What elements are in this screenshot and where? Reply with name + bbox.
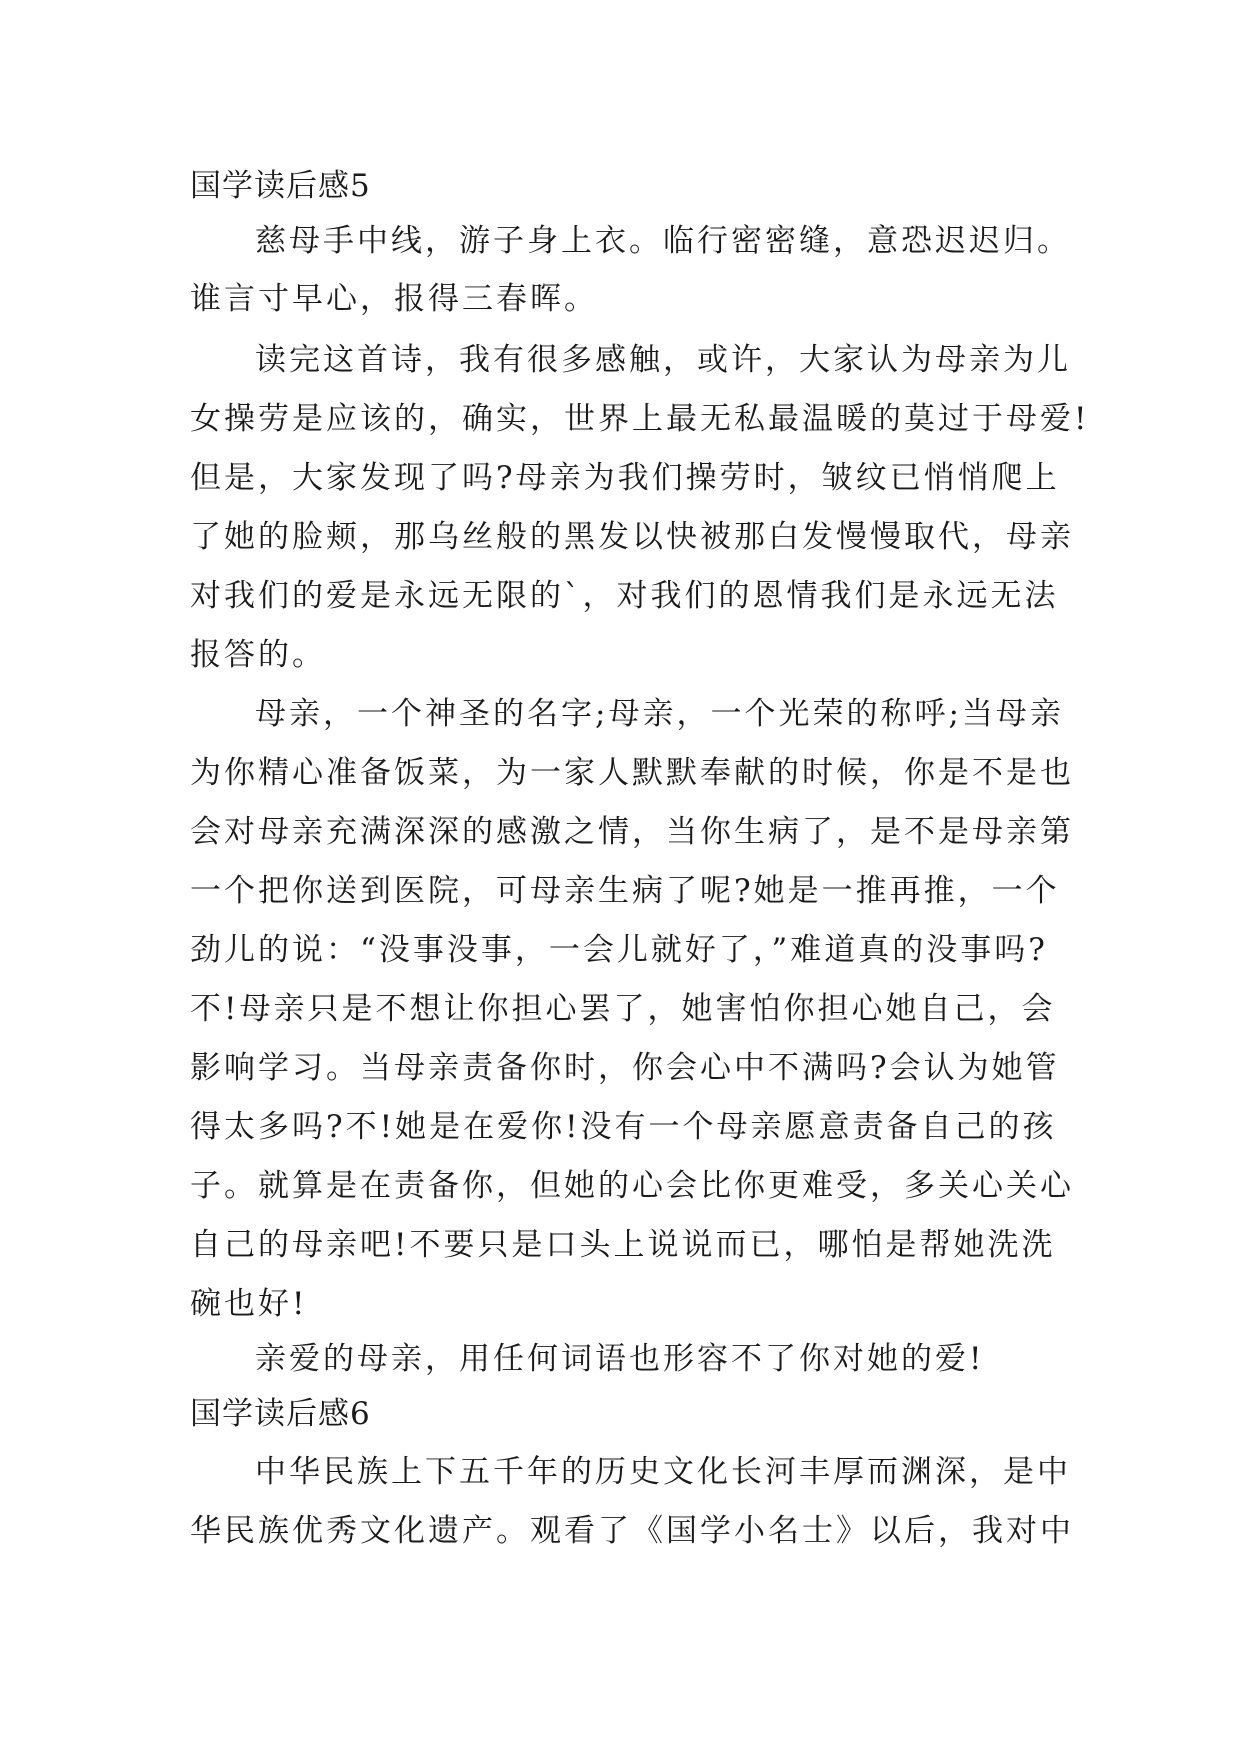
- paragraph-line: 对我们的爱是永远无限的`，对我们的恩情我们是永远无法: [190, 578, 1059, 614]
- paragraph-line: 得太多吗?不!她是在爱你!没有一个母亲愿意责备自己的孩: [190, 1109, 1057, 1145]
- paragraph-line: 但是，大家发现了吗?母亲为我们操劳时，皱纹已悄悄爬上: [190, 460, 1060, 496]
- paragraph-line: 劲儿的说：“没事没事，一会儿就好了，”难道真的没事吗?: [190, 932, 1048, 968]
- paragraph-line: 不!母亲只是不想让你担心罢了，她害怕你担心她自己，会: [190, 991, 1056, 1027]
- poem-line-2: 谁言寸早心，报得三春晖。: [190, 281, 598, 317]
- paragraph-line: 一个把你送到医院，可母亲生病了呢?她是一推再推，一个: [190, 873, 1060, 909]
- paragraph-line: 碗也好!: [190, 1286, 308, 1322]
- poem-line-1: 慈母手中线，游子身上衣。临行密密缝，意恐迟迟归。: [255, 223, 1071, 259]
- paragraph-line: 子。就算是在责备你，但她的心会比你更难受，多关心关心: [190, 1168, 1074, 1204]
- paragraph-line: 报答的。: [190, 637, 326, 673]
- paragraph-line: 为你精心准备饭菜，为一家人默默奉献的时候，你是不是也: [190, 755, 1074, 791]
- paragraph-line: 读完这首诗，我有很多感触，或许，大家认为母亲为儿: [255, 342, 1071, 378]
- paragraph-line: 华民族优秀文化遗产。观看了《国学小名士》以后，我对中: [190, 1513, 1074, 1549]
- section-heading-5: 国学读后感5: [190, 168, 371, 204]
- paragraph-line: 影响学习。当母亲责备你时，你会心中不满吗?会认为她管: [190, 1050, 1060, 1086]
- paragraph-line: 了她的脸颊，那乌丝般的黑发以快被那白发慢慢取代，母亲: [190, 519, 1074, 555]
- paragraph-line: 自己的母亲吧!不要只是口头上说说而已，哪怕是帮她洗洗: [190, 1227, 1056, 1263]
- section-heading-6: 国学读后感6: [190, 1396, 371, 1432]
- paragraph-line: 亲爱的母亲，用任何词语也形容不了你对她的爱!: [255, 1341, 985, 1377]
- paragraph-line: 会对母亲充满深深的感激之情，当你生病了，是不是母亲第: [190, 814, 1074, 850]
- paragraph-line: 中华民族上下五千年的历史文化长河丰厚而渊深，是中: [255, 1454, 1071, 1490]
- paragraph-line: 母亲，一个神圣的名字;母亲，一个光荣的称呼;当母亲: [255, 696, 1064, 732]
- paragraph-line: 女操劳是应该的，确实，世界上最无私最温暖的莫过于母爱!: [190, 401, 1090, 437]
